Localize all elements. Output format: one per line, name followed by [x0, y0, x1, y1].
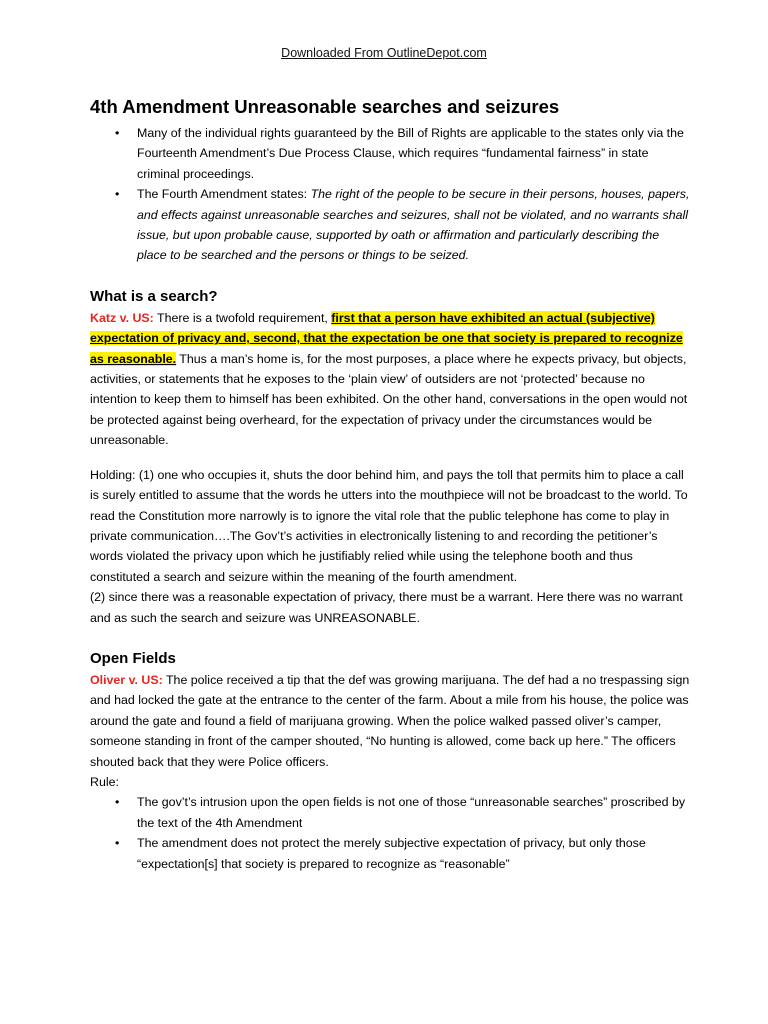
- source-link[interactable]: Downloaded From OutlineDepot.com: [281, 46, 487, 60]
- katz-holding-1: Holding: (1) one who occupies it, shuts the door behind him, and pays the toll that permits him to place a call is surely entitled to assume that the words he utters into the mouthpiece will not be broadcast to the world. To read the Constitution more narrowly is to ignore the vital role that the public telephone has come to play in private communication….The Gov’t’s activities in electronically listening to and recording the petitioner’s words violated the privacy upon which he justifiably relied while using the telephone booth and thus constituted a search and seizure within the meaning of the fourth amendment.: [90, 467, 688, 584]
- intro-bullet-2-lead: The Fourth Amendment states:: [137, 187, 311, 202]
- document-body: [90, 95, 690, 874]
- katz-highlight: first that a person have exhibited an actual (subjective) expectation of privacy and, second, that the expectation be one that society is prepared to recognize as reasonable.: [90, 310, 683, 366]
- intro-bullet-2: [137, 184, 690, 266]
- rule-list: [90, 792, 690, 874]
- rule-item-2: • The amendment does not protect the merely subjective expectation of privacy, but only those “expectation[s] that society is prepared to recognize as “reasonable”: [137, 833, 690, 874]
- page-title: 4th Amendment Unreasonable searches and seizures: [90, 96, 560, 117]
- intro-bullet-list: [90, 123, 690, 266]
- rule-item-1: • The gov’t’s intrusion upon the open fields is not one of those “unreasonable searches” proscribed by the text of the 4th Amendment: [137, 792, 690, 833]
- katz-rest: Thus a man’s home is, for the most purposes, a place where he expects privacy, but objects, activities, or statements that he exposes to the ‘plain view’ of outsiders are not ‘protected’ because no intention to keep them to himself has been exhibited. On the other hand, conversations in the open would not be protected against being overheard, for the expectation of privacy under the circumstances would be unreasonable.: [90, 351, 688, 448]
- katz-lead: There is a twofold requirement,: [153, 310, 332, 325]
- fourth-amendment-quote: The right of the people to be secure in their persons, houses, papers, and effects against unreasonable searches and seizures, shall not be violated, and no warrants shall issue, but upon probable cause, supported by oath or affirmation and particularly describing the place to be searched and the persons or things to be seized.: [137, 187, 690, 263]
- case-name-oliver: Oliver v. US:: [90, 672, 163, 687]
- rule-label: Rule:: [90, 774, 119, 789]
- section-heading-search: What is a search?: [90, 287, 218, 305]
- oliver-paragraph: [90, 670, 690, 772]
- katz-paragraph: [90, 308, 690, 451]
- intro-bullet-1: • Many of the individual rights guaranteed by the Bill of Rights are applicable to the states only via the Fourteenth Amendment’s Due Process Clause, which requires “fundamental fairness” in state criminal proceedings.: [137, 123, 690, 184]
- oliver-text: The police received a tip that the def was growing marijuana. The def had a no trespassing sign and had locked the gate at the entrance to the center of the farm. About a mile from his house, the police was around the gate and found a field of marijuana growing. When the police walked passed oliver’s camper, someone standing in front of the camper shouted, “No hunting is allowed, come back up here.” The officers shouted back that they were Police officers.: [90, 672, 690, 769]
- case-name-katz: Katz v. US:: [90, 310, 154, 325]
- section-heading-open-fields: Open Fields: [90, 649, 176, 667]
- katz-holding-2: (2) since there was a reasonable expectation of privacy, there must be a warrant. Here there was no warrant and as such the search and seizure was UNREASONABLE.: [90, 590, 683, 625]
